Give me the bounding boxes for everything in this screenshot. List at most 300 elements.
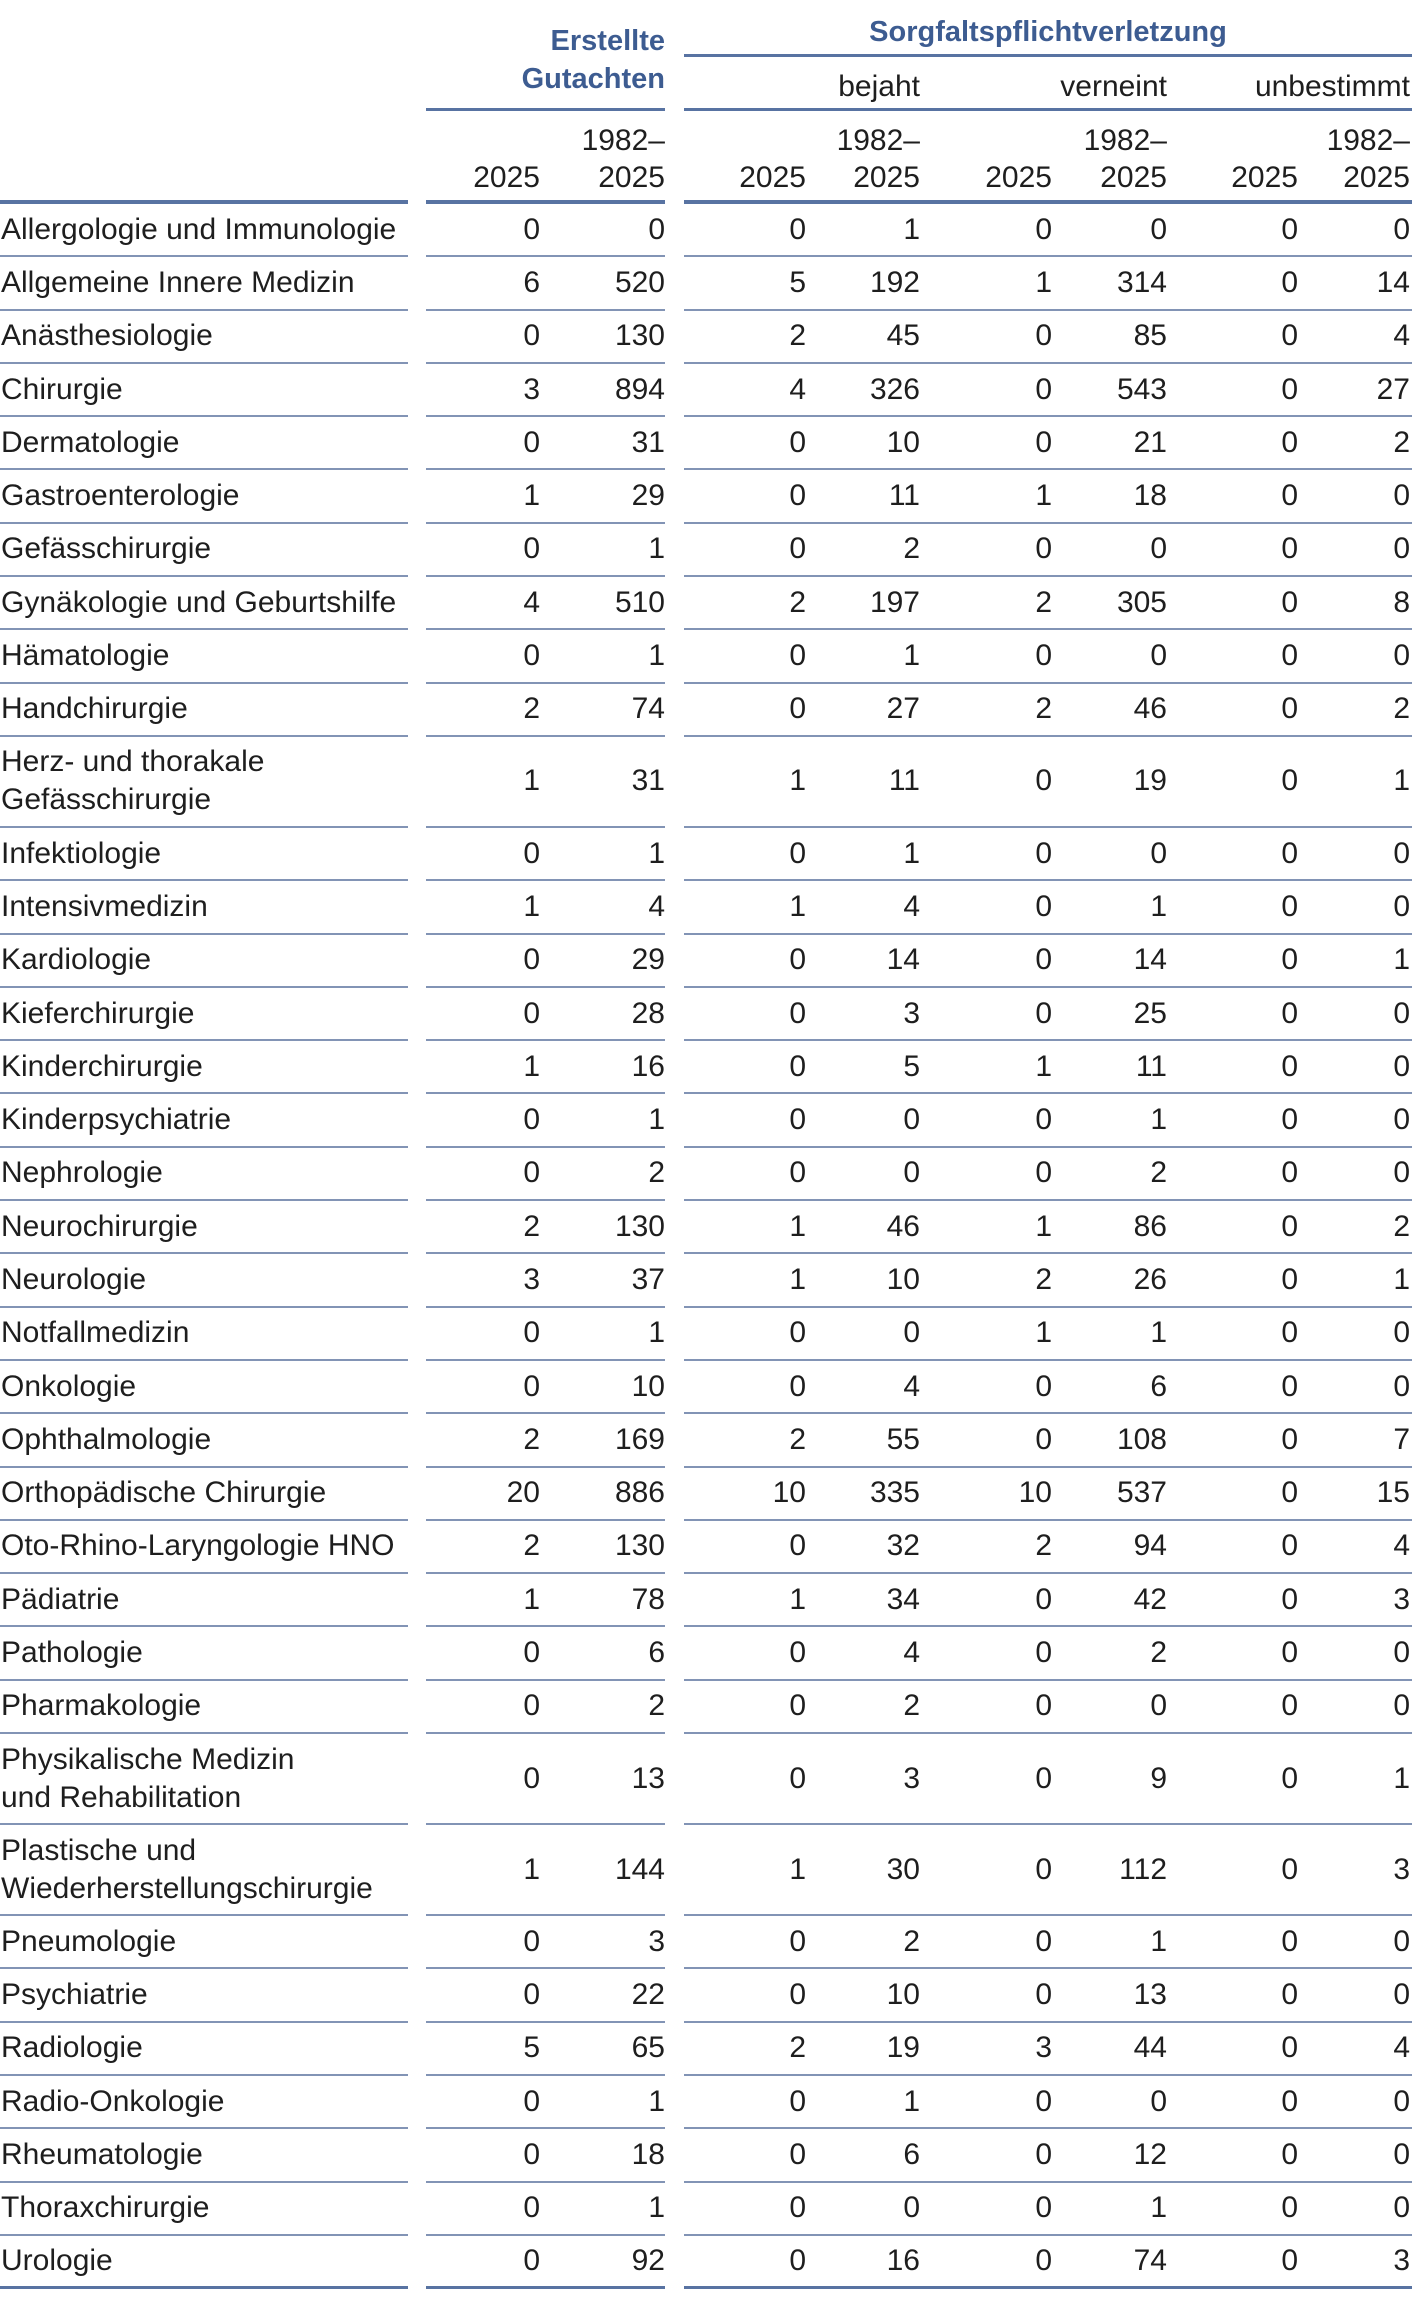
affirmed-2025-cell: 10 [772, 1476, 806, 1510]
row-label: Neurochirurgie [1, 1209, 198, 1243]
denied-1982-2025-cell: 1 [1150, 1103, 1167, 1137]
row-label: Herz- und thorakale Gefässchirurgie [1, 745, 265, 817]
table-row [0, 684, 1412, 737]
created-2025-cell: 2 [523, 692, 540, 726]
created-1982-2025-cell: 78 [631, 1582, 665, 1616]
undetermined-1982-2025-cell: 0 [1393, 1924, 1410, 1958]
affirmed-1982-2025-cell: 11 [888, 764, 920, 798]
undetermined-2025-cell: 0 [1281, 425, 1298, 459]
denied-1982-2025-cell: 85 [1133, 319, 1167, 353]
undetermined-2025-cell: 0 [1281, 1852, 1298, 1886]
table-row [0, 1681, 1412, 1734]
column-header-denied-2025: 2025 [985, 161, 1052, 194]
table-row [0, 1825, 1412, 1916]
undetermined-2025-cell: 0 [1281, 889, 1298, 923]
created-2025-cell: 0 [523, 425, 540, 459]
affirmed-2025-cell: 0 [789, 639, 806, 673]
affirmed-1982-2025-cell: 1 [903, 2084, 920, 2118]
denied-2025-cell: 0 [1035, 532, 1052, 566]
undetermined-2025-cell: 0 [1281, 532, 1298, 566]
undetermined-2025-cell: 0 [1281, 692, 1298, 726]
created-1982-2025-cell: 886 [614, 1476, 665, 1510]
undetermined-1982-2025-cell: 0 [1393, 1049, 1410, 1083]
created-2025-cell: 4 [523, 585, 540, 619]
affirmed-1982-2025-cell: 4 [903, 1636, 920, 1670]
denied-1982-2025-cell: 46 [1133, 692, 1167, 726]
created-1982-2025-cell: 169 [614, 1422, 665, 1456]
undetermined-1982-2025-cell: 0 [1393, 1689, 1410, 1723]
created-1982-2025-cell: 0 [648, 212, 665, 246]
undetermined-2025-cell: 0 [1281, 585, 1298, 619]
affirmed-1982-2025-cell: 0 [903, 1156, 920, 1190]
undetermined-1982-2025-cell: 15 [1376, 1476, 1410, 1510]
undetermined-1982-2025-cell: 0 [1393, 1156, 1410, 1190]
denied-2025-cell: 1 [1035, 1049, 1052, 1083]
created-1982-2025-cell: 92 [631, 2244, 665, 2278]
undetermined-1982-2025-cell: 0 [1393, 639, 1410, 673]
denied-2025-cell: 2 [1035, 1262, 1052, 1296]
denied-2025-cell: 0 [1035, 1689, 1052, 1723]
affirmed-1982-2025-cell: 16 [886, 2244, 920, 2278]
table-row [0, 470, 1412, 523]
denied-1982-2025-cell: 314 [1116, 265, 1167, 299]
denied-1982-2025-cell: 1 [1150, 889, 1167, 923]
affirmed-2025-cell: 0 [789, 1689, 806, 1723]
affirmed-2025-cell: 0 [789, 479, 806, 513]
undetermined-2025-cell: 0 [1281, 1761, 1298, 1795]
denied-2025-cell: 0 [1035, 1761, 1052, 1795]
undetermined-1982-2025-cell: 4 [1393, 319, 1410, 353]
column-header-created-1982-2025: 1982– 2025 [581, 124, 665, 194]
denied-1982-2025-cell: 6 [1150, 1369, 1167, 1403]
affirmed-1982-2025-cell: 335 [869, 1476, 920, 1510]
undetermined-1982-2025-cell: 7 [1393, 1422, 1410, 1456]
affirmed-1982-2025-cell: 2 [903, 1924, 920, 1958]
affirmed-2025-cell: 0 [789, 1924, 806, 1958]
row-label: Kinderpsychiatrie [1, 1103, 232, 1137]
table-row [0, 1734, 1412, 1825]
created-2025-cell: 0 [523, 532, 540, 566]
created-1982-2025-cell: 13 [631, 1761, 665, 1795]
denied-1982-2025-cell: 11 [1135, 1049, 1167, 1083]
denied-1982-2025-cell: 13 [1133, 1977, 1167, 2011]
affirmed-2025-cell: 0 [789, 943, 806, 977]
table-row [0, 1414, 1412, 1467]
table-row [0, 828, 1412, 881]
denied-1982-2025-cell: 44 [1133, 2031, 1167, 2065]
created-1982-2025-cell: 74 [631, 692, 665, 726]
affirmed-2025-cell: 4 [789, 372, 806, 406]
undetermined-1982-2025-cell: 4 [1393, 1529, 1410, 1563]
row-label: Pathologie [1, 1636, 143, 1670]
created-2025-cell: 3 [523, 1262, 540, 1296]
created-1982-2025-cell: 65 [631, 2031, 665, 2065]
affirmed-2025-cell: 0 [789, 2084, 806, 2118]
created-1982-2025-cell: 2 [648, 1156, 665, 1190]
row-label: Neurologie [1, 1262, 147, 1296]
affirmed-2025-cell: 1 [789, 1852, 806, 1886]
table-row [0, 1468, 1412, 1521]
denied-2025-cell: 0 [1035, 2191, 1052, 2225]
header-breach-of-duty: Sorgfaltspflichtverletzung [869, 16, 1227, 48]
undetermined-2025-cell: 0 [1281, 1582, 1298, 1616]
affirmed-1982-2025-cell: 3 [903, 1761, 920, 1795]
denied-1982-2025-cell: 305 [1116, 585, 1167, 619]
undetermined-1982-2025-cell: 0 [1393, 1636, 1410, 1670]
created-1982-2025-cell: 16 [631, 1049, 665, 1083]
undetermined-1982-2025-cell: 0 [1393, 1369, 1410, 1403]
affirmed-2025-cell: 1 [789, 889, 806, 923]
row-label: Orthopädische Chirurgie [1, 1476, 327, 1510]
created-1982-2025-cell: 6 [648, 1636, 665, 1670]
subheader-affirmed: bejaht [838, 70, 920, 103]
affirmed-1982-2025-cell: 34 [886, 1582, 920, 1616]
created-2025-cell: 0 [523, 1369, 540, 1403]
created-2025-cell: 1 [523, 764, 540, 798]
undetermined-1982-2025-cell: 3 [1393, 2244, 1410, 2278]
undetermined-1982-2025-cell: 2 [1393, 1209, 1410, 1243]
affirmed-2025-cell: 0 [789, 1761, 806, 1795]
undetermined-2025-cell: 0 [1281, 2191, 1298, 2225]
created-1982-2025-cell: 510 [614, 585, 665, 619]
created-2025-cell: 0 [523, 996, 540, 1030]
created-1982-2025-cell: 520 [614, 265, 665, 299]
row-label: Allgemeine Innere Medizin [1, 265, 355, 299]
undetermined-2025-cell: 0 [1281, 1103, 1298, 1137]
row-label: Physikalische Medizin und Rehabilitation [1, 1742, 295, 1814]
table-row [0, 1916, 1412, 1969]
undetermined-1982-2025-cell: 8 [1393, 585, 1410, 619]
created-1982-2025-cell: 144 [614, 1852, 665, 1886]
table-row [0, 257, 1412, 310]
row-label: Notfallmedizin [1, 1316, 190, 1350]
created-2025-cell: 1 [523, 479, 540, 513]
denied-1982-2025-cell: 0 [1150, 836, 1167, 870]
affirmed-2025-cell: 0 [789, 1977, 806, 2011]
table-row [0, 1201, 1412, 1254]
row-label: Chirurgie [1, 372, 123, 406]
undetermined-1982-2025-cell: 0 [1393, 479, 1410, 513]
undetermined-2025-cell: 0 [1281, 1476, 1298, 1510]
denied-2025-cell: 0 [1035, 1369, 1052, 1403]
row-label: Urologie [1, 2244, 113, 2278]
table-header [0, 0, 1412, 204]
row-label: Kardiologie [1, 943, 152, 977]
affirmed-1982-2025-cell: 55 [886, 1422, 920, 1456]
denied-2025-cell: 0 [1035, 372, 1052, 406]
created-2025-cell: 2 [523, 1422, 540, 1456]
denied-2025-cell: 0 [1035, 1156, 1052, 1190]
denied-2025-cell: 2 [1035, 692, 1052, 726]
denied-2025-cell: 1 [1035, 479, 1052, 513]
denied-1982-2025-cell: 9 [1150, 1761, 1167, 1795]
affirmed-1982-2025-cell: 10 [886, 1977, 920, 2011]
affirmed-1982-2025-cell: 1 [903, 212, 920, 246]
table-row [0, 204, 1412, 257]
table-row [0, 1574, 1412, 1627]
undetermined-1982-2025-cell: 0 [1393, 996, 1410, 1030]
denied-2025-cell: 3 [1035, 2031, 1052, 2065]
header-rule-breach [684, 54, 1412, 57]
affirmed-2025-cell: 0 [789, 425, 806, 459]
undetermined-2025-cell: 0 [1281, 639, 1298, 673]
row-label: Gefässchirurgie [1, 532, 212, 566]
row-label: Pharmakologie [1, 1689, 202, 1723]
row-label: Allergologie und Immunologie [1, 212, 397, 246]
undetermined-2025-cell: 0 [1281, 1049, 1298, 1083]
denied-2025-cell: 2 [1035, 585, 1052, 619]
denied-1982-2025-cell: 74 [1133, 2244, 1167, 2278]
denied-1982-2025-cell: 19 [1133, 764, 1167, 798]
row-label: Dermatologie [1, 425, 180, 459]
column-header-affirmed-2025: 2025 [739, 161, 806, 194]
created-2025-cell: 0 [523, 1689, 540, 1723]
affirmed-2025-cell: 2 [789, 2031, 806, 2065]
header-rule-subgroups [684, 108, 1412, 111]
affirmed-1982-2025-cell: 14 [886, 943, 920, 977]
undetermined-1982-2025-cell: 0 [1393, 2191, 1410, 2225]
table-row [0, 630, 1412, 683]
row-label: Gynäkologie und Geburtshilfe [1, 585, 397, 619]
created-2025-cell: 0 [523, 2084, 540, 2118]
created-1982-2025-cell: 37 [631, 1262, 665, 1296]
created-1982-2025-cell: 130 [614, 319, 665, 353]
created-2025-cell: 5 [523, 2031, 540, 2065]
affirmed-2025-cell: 1 [789, 1262, 806, 1296]
affirmed-2025-cell: 0 [789, 1529, 806, 1563]
created-2025-cell: 6 [523, 265, 540, 299]
created-1982-2025-cell: 130 [614, 1529, 665, 1563]
affirmed-2025-cell: 2 [789, 1422, 806, 1456]
row-label: Radiologie [1, 2031, 143, 2065]
created-1982-2025-cell: 31 [631, 764, 665, 798]
undetermined-2025-cell: 0 [1281, 1209, 1298, 1243]
row-label: Gastroenterologie [1, 479, 240, 513]
row-label: Infektiologie [1, 836, 162, 870]
affirmed-2025-cell: 0 [789, 2244, 806, 2278]
table-row [0, 417, 1412, 470]
undetermined-2025-cell: 0 [1281, 319, 1298, 353]
row-label: Psychiatrie [1, 1977, 148, 2011]
row-label: Hämatologie [1, 639, 170, 673]
denied-2025-cell: 0 [1035, 1977, 1052, 2011]
denied-1982-2025-cell: 86 [1133, 1209, 1167, 1243]
undetermined-2025-cell: 0 [1281, 943, 1298, 977]
column-header-undetermined-2025: 2025 [1231, 161, 1298, 194]
undetermined-2025-cell: 0 [1281, 2084, 1298, 2118]
created-2025-cell: 0 [523, 2191, 540, 2225]
undetermined-2025-cell: 0 [1281, 1156, 1298, 1190]
undetermined-2025-cell: 0 [1281, 1636, 1298, 1670]
affirmed-2025-cell: 0 [789, 1156, 806, 1190]
affirmed-2025-cell: 0 [789, 1316, 806, 1350]
undetermined-2025-cell: 0 [1281, 212, 1298, 246]
created-1982-2025-cell: 1 [648, 2084, 665, 2118]
table-row [0, 1254, 1412, 1307]
affirmed-2025-cell: 0 [789, 1369, 806, 1403]
affirmed-1982-2025-cell: 3 [903, 996, 920, 1030]
affirmed-2025-cell: 2 [789, 319, 806, 353]
row-label: Plastische und Wiederherstellungschirurgie [1, 1833, 373, 1905]
undetermined-1982-2025-cell: 3 [1393, 1852, 1410, 1886]
affirmed-1982-2025-cell: 45 [886, 319, 920, 353]
affirmed-2025-cell: 0 [789, 2191, 806, 2225]
created-1982-2025-cell: 1 [648, 1316, 665, 1350]
affirmed-2025-cell: 1 [789, 764, 806, 798]
undetermined-2025-cell: 0 [1281, 2244, 1298, 2278]
affirmed-1982-2025-cell: 1 [903, 836, 920, 870]
created-2025-cell: 0 [523, 1636, 540, 1670]
affirmed-2025-cell: 0 [789, 1049, 806, 1083]
column-header-denied-1982-2025: 1982– 2025 [1083, 124, 1167, 194]
table-row [0, 1969, 1412, 2022]
subheader-denied: verneint [1060, 70, 1167, 103]
created-2025-cell: 0 [523, 2244, 540, 2278]
undetermined-2025-cell: 0 [1281, 996, 1298, 1030]
undetermined-1982-2025-cell: 2 [1393, 425, 1410, 459]
created-1982-2025-cell: 1 [648, 1103, 665, 1137]
undetermined-1982-2025-cell: 0 [1393, 1316, 1410, 1350]
denied-1982-2025-cell: 112 [1119, 1852, 1167, 1886]
affirmed-1982-2025-cell: 11 [888, 479, 920, 513]
affirmed-1982-2025-cell: 192 [869, 265, 920, 299]
undetermined-1982-2025-cell: 0 [1393, 2137, 1410, 2171]
denied-2025-cell: 0 [1035, 1422, 1052, 1456]
table-row [0, 311, 1412, 364]
created-2025-cell: 0 [523, 943, 540, 977]
header-rule-created [426, 108, 665, 111]
undetermined-2025-cell: 0 [1281, 1422, 1298, 1456]
row-label: Kinderchirurgie [1, 1049, 203, 1083]
column-header-undetermined-1982-2025: 1982– 2025 [1326, 124, 1410, 194]
denied-2025-cell: 0 [1035, 996, 1052, 1030]
created-2025-cell: 1 [523, 1049, 540, 1083]
undetermined-2025-cell: 0 [1281, 1369, 1298, 1403]
affirmed-1982-2025-cell: 197 [869, 585, 920, 619]
created-2025-cell: 0 [523, 836, 540, 870]
created-2025-cell: 0 [523, 212, 540, 246]
undetermined-2025-cell: 0 [1281, 372, 1298, 406]
row-label: Handchirurgie [1, 692, 188, 726]
undetermined-2025-cell: 0 [1281, 1977, 1298, 2011]
affirmed-2025-cell: 0 [789, 532, 806, 566]
created-2025-cell: 0 [523, 1924, 540, 1958]
created-1982-2025-cell: 1 [648, 532, 665, 566]
undetermined-1982-2025-cell: 0 [1393, 889, 1410, 923]
created-2025-cell: 0 [523, 639, 540, 673]
table-row [0, 988, 1412, 1041]
affirmed-2025-cell: 2 [789, 585, 806, 619]
denied-1982-2025-cell: 2 [1150, 1156, 1167, 1190]
undetermined-2025-cell: 0 [1281, 479, 1298, 513]
denied-2025-cell: 1 [1035, 1316, 1052, 1350]
created-2025-cell: 0 [523, 1103, 540, 1137]
affirmed-1982-2025-cell: 19 [886, 2031, 920, 2065]
affirmed-1982-2025-cell: 0 [903, 2191, 920, 2225]
row-label: Thoraxchirurgie [1, 2191, 210, 2225]
row-label: Pädiatrie [1, 1582, 120, 1616]
undetermined-2025-cell: 0 [1281, 2031, 1298, 2065]
denied-2025-cell: 1 [1035, 1209, 1052, 1243]
created-2025-cell: 0 [523, 319, 540, 353]
denied-2025-cell: 1 [1035, 265, 1052, 299]
created-1982-2025-cell: 18 [631, 2137, 665, 2171]
table-row [0, 935, 1412, 988]
created-2025-cell: 0 [523, 1156, 540, 1190]
created-1982-2025-cell: 28 [631, 996, 665, 1030]
created-1982-2025-cell: 1 [648, 836, 665, 870]
undetermined-2025-cell: 0 [1281, 2137, 1298, 2171]
denied-1982-2025-cell: 2 [1150, 1636, 1167, 1670]
created-2025-cell: 1 [523, 1852, 540, 1886]
denied-1982-2025-cell: 25 [1133, 996, 1167, 1030]
denied-1982-2025-cell: 26 [1133, 1262, 1167, 1296]
affirmed-2025-cell: 0 [789, 1103, 806, 1137]
column-header-created-2025: 2025 [473, 161, 540, 194]
affirmed-2025-cell: 0 [789, 836, 806, 870]
table-row [0, 2236, 1412, 2289]
table-row [0, 881, 1412, 934]
denied-1982-2025-cell: 0 [1150, 2084, 1167, 2118]
created-2025-cell: 1 [523, 889, 540, 923]
undetermined-1982-2025-cell: 1 [1393, 1761, 1410, 1795]
table-row [0, 1148, 1412, 1201]
affirmed-1982-2025-cell: 0 [903, 1316, 920, 1350]
denied-2025-cell: 0 [1035, 2244, 1052, 2278]
affirmed-1982-2025-cell: 6 [903, 2137, 920, 2171]
created-1982-2025-cell: 29 [631, 479, 665, 513]
undetermined-1982-2025-cell: 1 [1393, 764, 1410, 798]
undetermined-1982-2025-cell: 0 [1393, 836, 1410, 870]
undetermined-2025-cell: 0 [1281, 1262, 1298, 1296]
affirmed-2025-cell: 5 [789, 265, 806, 299]
affirmed-1982-2025-cell: 0 [903, 1103, 920, 1137]
affirmed-1982-2025-cell: 4 [903, 1369, 920, 1403]
subheader-undetermined: unbestimmt [1254, 70, 1410, 103]
denied-2025-cell: 0 [1035, 639, 1052, 673]
denied-1982-2025-cell: 42 [1133, 1582, 1167, 1616]
row-label: Rheumatologie [1, 2137, 203, 2171]
denied-2025-cell: 0 [1035, 1582, 1052, 1616]
undetermined-2025-cell: 0 [1281, 1316, 1298, 1350]
table-row [0, 2076, 1412, 2129]
affirmed-2025-cell: 0 [789, 2137, 806, 2171]
table-row [0, 364, 1412, 417]
undetermined-1982-2025-cell: 4 [1393, 2031, 1410, 2065]
undetermined-2025-cell: 0 [1281, 1689, 1298, 1723]
row-label: Onkologie [1, 1369, 137, 1403]
affirmed-1982-2025-cell: 30 [886, 1852, 920, 1886]
denied-2025-cell: 0 [1035, 943, 1052, 977]
row-label: Anästhesiologie [1, 319, 213, 353]
created-2025-cell: 1 [523, 1582, 540, 1616]
table-row [0, 737, 1412, 828]
created-1982-2025-cell: 10 [631, 1369, 665, 1403]
created-1982-2025-cell: 29 [631, 943, 665, 977]
affirmed-2025-cell: 0 [789, 692, 806, 726]
table-body [0, 204, 1412, 2289]
created-1982-2025-cell: 2 [648, 1689, 665, 1723]
table-row [0, 1094, 1412, 1147]
affirmed-2025-cell: 0 [789, 1636, 806, 1670]
denied-1982-2025-cell: 543 [1116, 372, 1167, 406]
denied-1982-2025-cell: 0 [1150, 639, 1167, 673]
row-label: Nephrologie [1, 1156, 163, 1190]
created-1982-2025-cell: 3 [648, 1924, 665, 1958]
denied-2025-cell: 0 [1035, 1924, 1052, 1958]
affirmed-1982-2025-cell: 326 [869, 372, 920, 406]
denied-2025-cell: 0 [1035, 1852, 1052, 1886]
